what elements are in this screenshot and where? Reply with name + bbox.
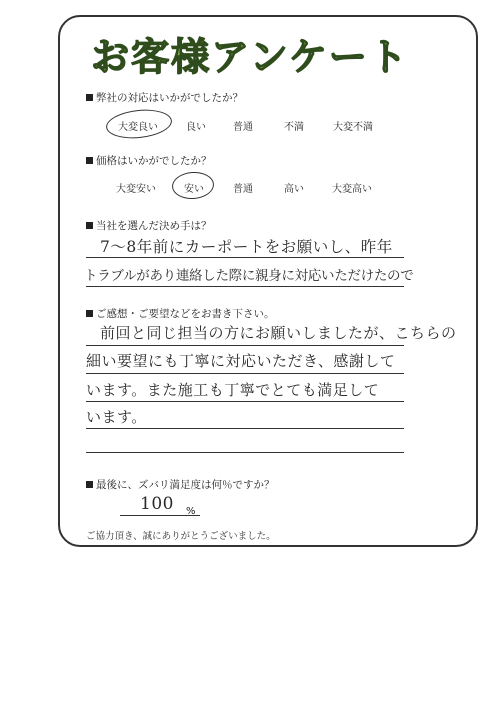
q3-answer-line-2: トラブルがあり連絡した際に親身に対応いただけたので [84,268,414,284]
question-5-label: 最後に、ズバリ満足度は何％ですか？ [96,479,275,491]
q1-option-1[interactable]: 大変良い [118,122,158,133]
thanks-message: ご協力頂き、誠にありがとうございました。 [86,531,276,542]
bullet-square-icon [86,310,93,317]
answer-rule [86,452,404,453]
q2-option-4[interactable]: 高い [284,184,304,195]
survey-title: お客様アンケート [91,35,409,79]
q4-answer-line-2: 細い要望にも丁寧に対応いただき、感謝して [86,352,396,370]
question-5 [86,477,275,492]
bullet-square-icon [86,94,93,101]
question-2-label: 価格はいかがでしたか？ [96,155,212,167]
answer-rule [86,257,404,258]
question-1 [86,90,243,105]
question-1-label: 弊社の対応はいかがでしたか？ [96,92,243,104]
q1-option-5[interactable]: 大変不満 [333,122,373,133]
question-3-label: 当社を選んだ決め手は？ [96,220,212,232]
question-4-label: ご感想・ご要望などをお書き下さい。 [96,308,275,320]
satisfaction-value: 100 [140,494,174,514]
q1-option-4[interactable]: 不満 [284,122,304,133]
q2-option-3[interactable]: 普通 [233,184,253,195]
answer-rule [86,428,404,429]
answer-rule [86,401,404,402]
q2-option-1[interactable]: 大変安い [116,184,156,195]
q3-answer-line-1: 7〜8年前にカーポートをお願いし、昨年 [100,238,393,256]
q4-answer-line-1: 前回と同じ担当の方にお願いしましたが、こちらの [100,324,457,342]
bullet-square-icon [86,481,93,488]
answer-rule [86,345,404,346]
q1-option-2[interactable]: 良い [186,122,206,133]
question-4 [86,306,275,321]
q4-answer-line-4: います。 [86,408,147,426]
bullet-square-icon [86,222,93,229]
q4-answer-line-3: います。また施工も丁寧でとても満足して [86,381,380,399]
question-3 [86,218,212,233]
question-2 [86,153,212,168]
percent-unit: % [186,506,196,517]
answer-rule [86,373,404,374]
q2-option-2[interactable]: 安い [184,184,204,195]
q2-option-5[interactable]: 大変高い [332,184,372,195]
q1-option-3[interactable]: 普通 [233,122,253,133]
answer-rule [86,286,404,287]
bullet-square-icon [86,157,93,164]
